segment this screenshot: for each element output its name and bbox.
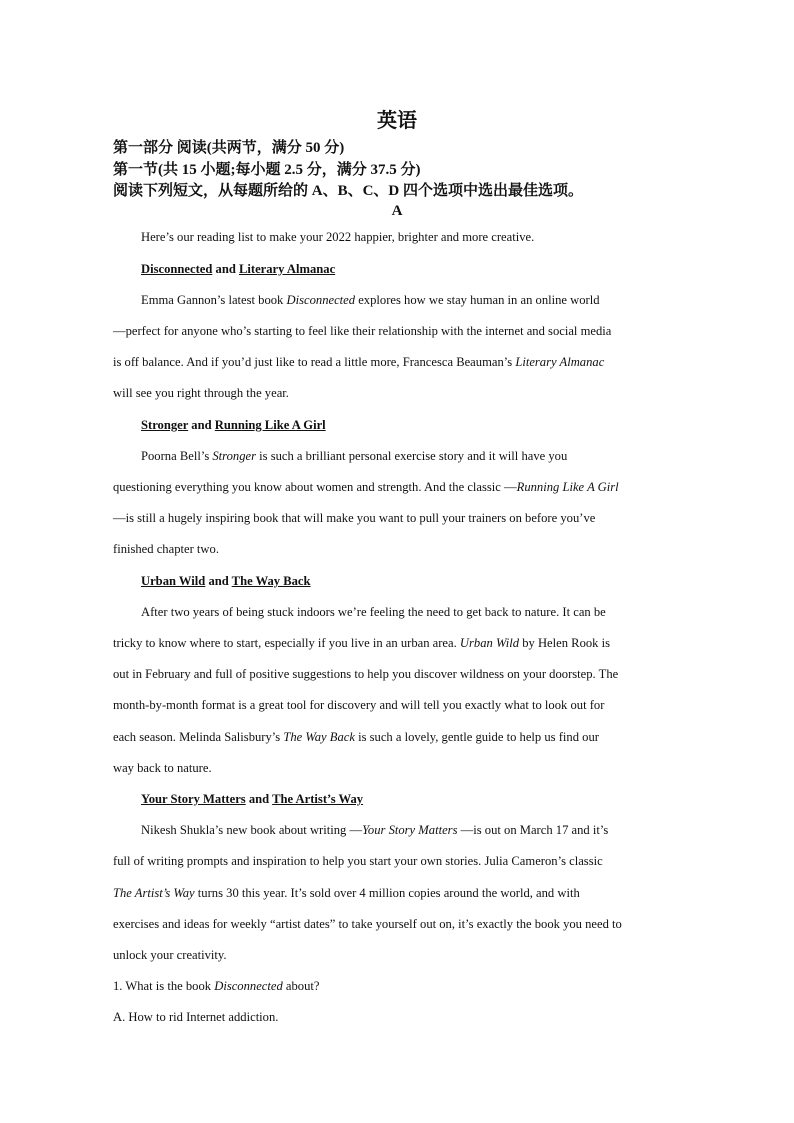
paragraph-line: tricky to know where to start, especially if you live in an urban area. Urban Wild by Helen Rook is (113, 636, 611, 650)
page-title: 英语 (377, 108, 417, 132)
conjunction: and (191, 418, 212, 432)
paragraph-line: will see you right through the year. (113, 386, 289, 400)
paragraph-line: month-by-month format is a great tool for discovery and will tell you exactly what to look out for (113, 698, 605, 712)
book-title: Literary Almanac (238, 262, 336, 276)
part-header: 第一部分 阅读(共两节，满分 50 分) (113, 140, 345, 156)
question-1: 1. What is the book Disconnected about? (113, 979, 320, 993)
paragraph-line: —perfect for anyone who’s starting to feel like their relationship with the internet and social media (113, 324, 612, 338)
conjunction: and (208, 574, 229, 588)
paragraph-line: exercises and ideas for weekly “artist dates” to take yourself out on, it’s exactly the book you need to (113, 917, 622, 931)
conjunction: and (248, 792, 270, 806)
intro-line: Here’s our reading list to make your 2022 happier, brighter and more creative. (141, 230, 535, 244)
paragraph-line: questioning everything you know about women and strength. And the classic —Running Like A Girl (113, 480, 619, 494)
paragraph-line: After two years of being stuck indoors we’re feeling the need to get back to nature. It can be (141, 605, 606, 619)
paragraph-line: unlock your creativity. (113, 948, 227, 962)
paragraph-line: is off balance. And if you’d just like to read a little more, Francesca Beauman’s Literary Almanac (113, 355, 605, 369)
paragraph-line: way back to nature. (113, 761, 212, 775)
paragraph-line: each season. Melinda Salisbury’s The Way Back is such a lovely, gentle guide to help us find our (113, 730, 599, 744)
book-title: The Way Back (231, 574, 311, 588)
paragraph-line: The Artist’s Way turns 30 this year. It’s sold over 4 million copies around the world, and with (113, 886, 580, 900)
paragraph-line: —is still a hugely inspiring book that will make you want to pull your trainers on before you’ve (113, 511, 596, 525)
paragraph-line: Poorna Bell’s Stronger is such a brilliant personal exercise story and it will have you (141, 449, 568, 463)
book-title: Your Story Matters (141, 792, 246, 806)
option-a[interactable]: A. How to rid Internet addiction. (113, 1010, 279, 1024)
section-header: 第一节(共 15 小题;每小题 2.5 分，满分 37.5 分) (113, 162, 421, 178)
section-heading (141, 573, 683, 589)
paragraph-line: Nikesh Shukla’s new book about writing —Your Story Matters —is out on March 17 and it’s (141, 823, 609, 837)
book-title: The Artist’s Way (272, 792, 364, 806)
paragraph-line: full of writing prompts and inspiration to help you start your own stories. Julia Cameron’s classic (113, 854, 603, 868)
paragraph-line: finished chapter two. (113, 542, 219, 556)
conjunction: and (215, 262, 236, 276)
paragraph-line: out in February and full of positive suggestions to help you discover wildness on your doorstep. The (113, 667, 619, 681)
section-heading (141, 791, 683, 807)
book-title: Stronger (141, 418, 189, 432)
instruction-text: 阅读下列短文，从每题所给的 A、B、C、D 四个选项中选出最佳选项。 (113, 183, 584, 199)
book-title: Running Like A Girl (214, 418, 326, 432)
book-title: Disconnected (141, 262, 213, 276)
book-title: Urban Wild (141, 574, 206, 588)
section-heading (141, 261, 683, 277)
paragraph-line: Emma Gannon’s latest book Disconnected explores how we stay human in an online world (141, 293, 600, 307)
passage-label: A (391, 203, 403, 219)
section-heading (141, 417, 683, 433)
